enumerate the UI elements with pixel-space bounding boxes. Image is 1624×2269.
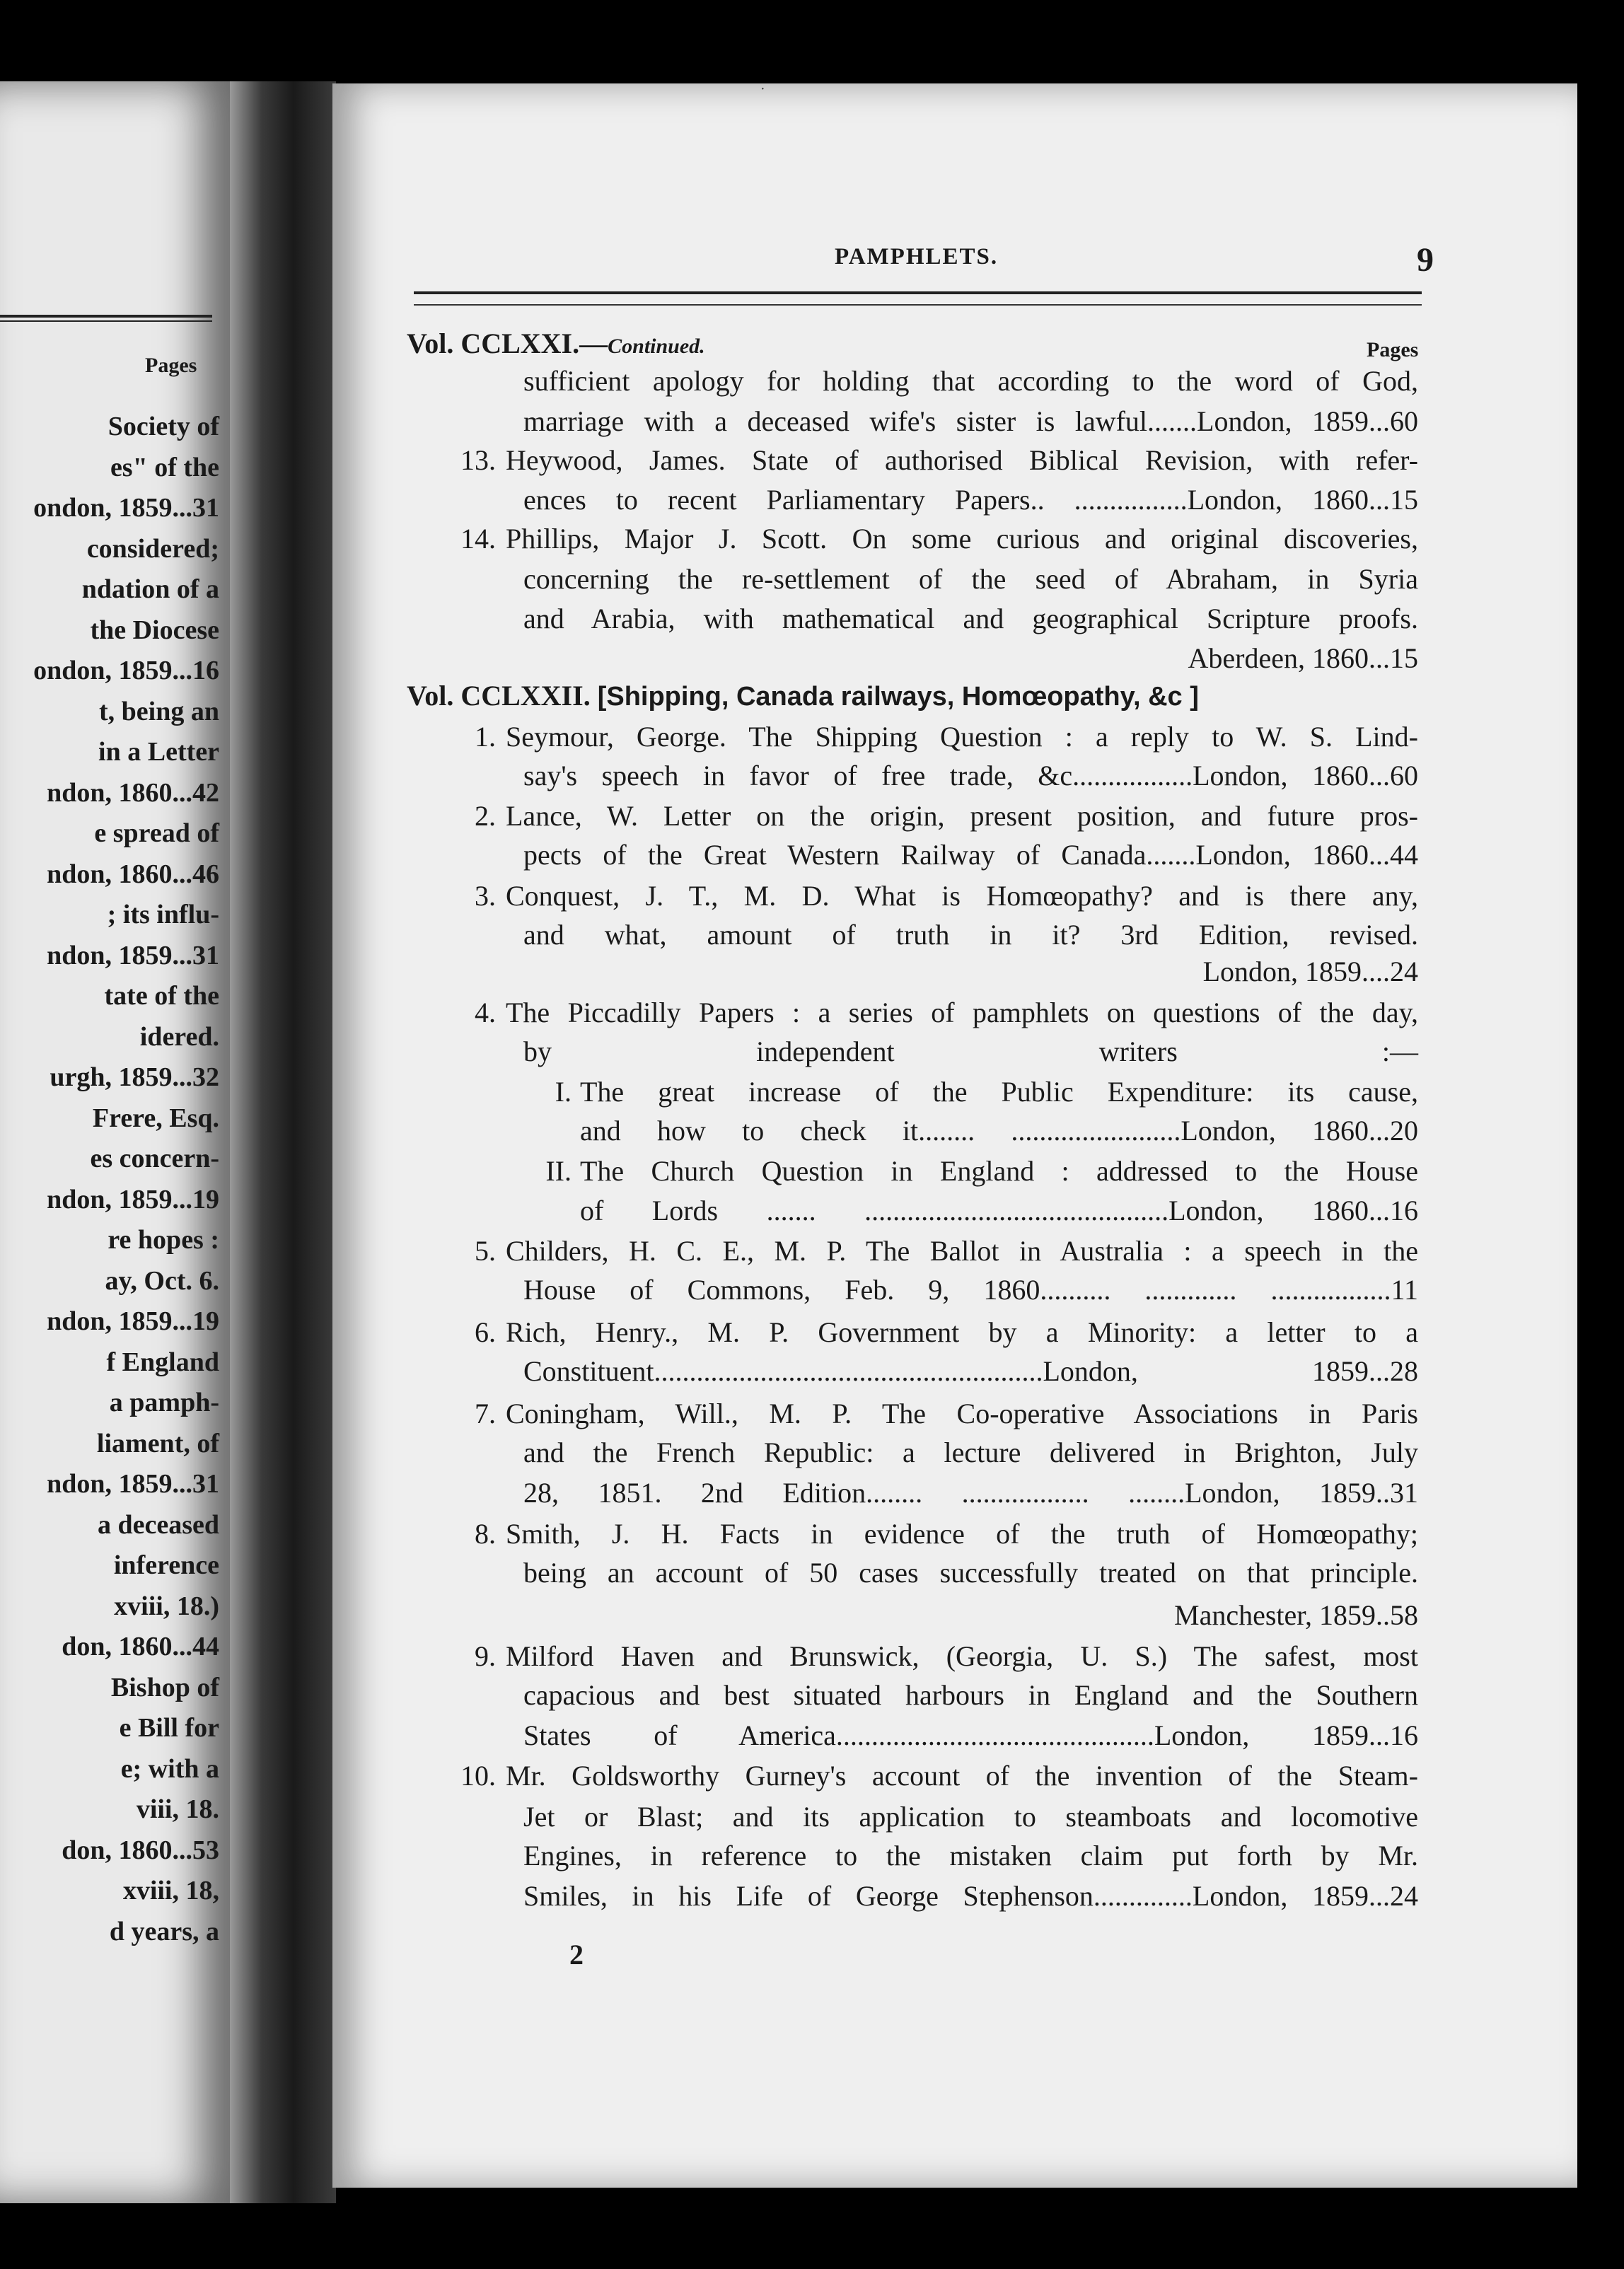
entry-text: Seymour, George. The Shipping Question : a reply to W. S. Lind- (506, 721, 1418, 753)
sub-entry-number: II. (545, 1155, 572, 1187)
left-fragment-line: a pamph- (109, 1388, 219, 1417)
left-fragment-line: e spread of (94, 818, 219, 848)
left-fragment-line: xviii, 18, (122, 1876, 219, 1905)
left-fragment-line: t, being an (99, 696, 219, 726)
entry-number: 13. (460, 444, 496, 476)
left-fragment-line: ndon, 1859...19 (47, 1306, 219, 1336)
entry-text: say's speech in favor of free trade, &c.................London, 1860...60 (523, 760, 1418, 791)
left-fragment-line: Frere, Esq. (92, 1103, 219, 1133)
entry-number: 10. (460, 1760, 496, 1792)
entry-text: The Church Question in England : addressed to the House (580, 1155, 1418, 1187)
left-fragment-line: idered. (139, 1021, 219, 1052)
left-fragment-line: ndon, 1859...31 (47, 940, 219, 970)
left-fragment-line: in a Letter (98, 737, 219, 767)
page-number: 9 (1417, 241, 1434, 279)
left-fragment-line: don, 1860...53 (62, 1835, 219, 1865)
left-fragment-line: considered; (86, 533, 219, 564)
header-rule (414, 291, 1422, 306)
entry-text: Milford Haven and Brunswick, (Georgia, U. S.) The safest, most (506, 1640, 1418, 1672)
entry-line (523, 1719, 1418, 1753)
entry-text: House of Commons, Feb. 9, 1860.......... ............. .................11 (523, 1274, 1418, 1306)
entry-text: Constituent.......................................................London, 1859...28 (523, 1355, 1418, 1387)
entry-line (523, 1556, 1418, 1590)
entry-number: 9. (475, 1640, 496, 1672)
entry-first-line (475, 1316, 1418, 1350)
entry-first-line (460, 443, 1418, 477)
continued-note: Continued. (608, 335, 705, 358)
entry-number: 6. (475, 1316, 496, 1348)
left-fragment-line: ; its influ- (107, 900, 219, 929)
volume-label: Vol. CCLXXII. (407, 680, 591, 712)
entry-text: Aberdeen, 1860...15 (1188, 642, 1418, 674)
left-fragment-line: liament, of (96, 1428, 219, 1458)
left-text-column (0, 407, 219, 1952)
left-header-rule (0, 315, 212, 322)
entry-text: ences to recent Parliamentary Papers.. ................London, 1860...15 (523, 484, 1418, 516)
left-fragment-line: es concern- (90, 1144, 219, 1173)
entry-first-line (460, 522, 1418, 556)
entry-line (523, 1273, 1418, 1307)
entry-line (545, 1154, 1418, 1188)
left-fragment-line: ndon, 1860...46 (47, 859, 219, 889)
left-fragment-line: ondon, 1859...31 (33, 493, 219, 523)
entry-line (555, 1075, 1418, 1109)
left-fragment-line: Society of (108, 412, 219, 441)
entry-line (523, 1035, 1418, 1069)
entry-line (523, 1678, 1418, 1712)
signature-mark: 2 (569, 1939, 584, 1971)
entry-line (523, 562, 1418, 596)
entry-line (523, 483, 1418, 517)
entry-text: Coningham, Will., M. P. The Co-operative Associations in Paris (506, 1398, 1418, 1429)
entry-line (580, 1114, 1418, 1148)
left-fragment-line: urgh, 1859...32 (50, 1062, 219, 1092)
left-fragment-line: re hopes : (108, 1225, 219, 1255)
left-fragment-line: inference (113, 1550, 219, 1580)
volume-label: Vol. CCLXXI.— (407, 327, 608, 359)
left-fragment-line: a deceased (97, 1509, 219, 1540)
entry-number: 4. (475, 997, 496, 1028)
left-fragment-line: es" of the (110, 452, 219, 482)
entry-line (1188, 642, 1418, 675)
volume-description: [Shipping, Canada railways, Homœopathy, &c ] (597, 682, 1199, 712)
left-fragment-line: ndon, 1860...42 (47, 777, 219, 808)
entry-first-line (475, 1397, 1418, 1431)
left-fragment-line: viii, 18. (136, 1794, 219, 1824)
entry-line (523, 405, 1418, 439)
entry-text: capacious and best situated harbours in England and the Southern (523, 1679, 1418, 1711)
entry-text: being an account of 50 cases successfully treated on that principle. (523, 1557, 1418, 1589)
running-title: PAMPHLETS. (835, 244, 999, 269)
left-fragment-line: ay, Oct. 6. (105, 1265, 219, 1296)
entry-text: and how to check it........ ........................London, 1860...20 (580, 1115, 1418, 1147)
volume-heading (407, 679, 1199, 714)
left-page-fragment (0, 81, 230, 2203)
entry-line (523, 1839, 1418, 1873)
entry-text: Childers, H. C. E., M. P. The Ballot in Australia : a speech in the (506, 1235, 1418, 1267)
left-fragment-line: Bishop of (110, 1672, 219, 1702)
entry-number: 3. (475, 880, 496, 912)
entry-text: States of America.............................................London, 1859...16 (523, 1719, 1418, 1751)
entry-text: and the French Republic: a lecture delivered in Brighton, July (523, 1437, 1418, 1468)
entry-text: The Piccadilly Papers : a series of pamphlets on questions of the day, (506, 997, 1418, 1028)
left-fragment-line: e Bill for (119, 1713, 219, 1743)
entry-number: 1. (475, 721, 496, 753)
entry-line (523, 1354, 1418, 1388)
entry-text: concerning the re-settlement of the seed of Abraham, in Syria (523, 563, 1418, 595)
entry-text: and what, amount of truth in it? 3rd Edition, revised. (523, 919, 1418, 951)
entry-first-line (475, 996, 1418, 1030)
entry-first-line (475, 1234, 1418, 1268)
entry-number: 5. (475, 1235, 496, 1267)
left-fragment-line: xviii, 18.) (114, 1591, 219, 1621)
entry-text: Manchester, 1859..58 (1174, 1599, 1418, 1631)
pages-column-label: Pages (1367, 338, 1419, 361)
entry-line (523, 1436, 1418, 1470)
entry-line (523, 602, 1418, 636)
left-fragment-line: ndation of a (81, 574, 219, 604)
entry-text: London, 1859....24 (1202, 956, 1418, 987)
left-fragment-line: ndon, 1859...31 (47, 1469, 219, 1499)
entry-first-line (475, 1517, 1418, 1551)
entry-text: Smiles, in his Life of George Stephenson..............London, 1859...24 (523, 1880, 1418, 1912)
entry-text: Rich, Henry., M. P. Government by a Minority: a letter to a (506, 1316, 1418, 1348)
entry-first-line (475, 799, 1418, 833)
left-fragment-line: tate of the (104, 981, 219, 1011)
entry-text: by independent writers :— (523, 1035, 1418, 1067)
entry-text: The great increase of the Public Expenditure: its cause, (580, 1076, 1418, 1108)
entry-number: 14. (460, 523, 496, 555)
left-fragment-line: ondon, 1859...16 (33, 656, 219, 685)
left-fragment-line: d years, a (109, 1916, 219, 1946)
sub-entry-number: I. (555, 1076, 572, 1108)
entry-text: Lance, W. Letter on the origin, present position, and future pros- (506, 800, 1418, 832)
entry-line (523, 364, 1418, 398)
entry-text: and Arabia, with mathematical and geographical Scripture proofs. (523, 603, 1418, 634)
entry-line (523, 1800, 1418, 1834)
entry-text: Smith, J. H. Facts in evidence of the truth of Homœopathy; (506, 1518, 1418, 1550)
entry-line (1203, 955, 1418, 989)
volume-heading (407, 327, 705, 364)
left-fragment-line: e; with a (120, 1753, 219, 1784)
left-fragment-line: ndon, 1859...19 (47, 1184, 219, 1214)
entry-text: Jet or Blast; and its application to steamboats and locomotive (523, 1801, 1418, 1833)
entry-first-line (475, 879, 1418, 913)
entry-first-line (475, 720, 1418, 754)
entry-line (523, 918, 1418, 952)
entry-text: of Lords ....... ...........................................London, 1860...16 (580, 1195, 1418, 1226)
book-gutter (230, 81, 336, 2203)
entry-first-line (475, 1640, 1418, 1673)
entry-text: Heywood, James. State of authorised Biblical Revision, with refer- (506, 444, 1418, 476)
left-fragment-line: f England (106, 1347, 219, 1377)
entry-number: 7. (475, 1398, 496, 1429)
entry-text: marriage with a deceased wife's sister is lawful.......London, 1859...60 (523, 405, 1418, 437)
entry-text: pects of the Great Western Railway of Canada.......London, 1860...44 (523, 839, 1418, 871)
entry-number: 2. (475, 800, 496, 832)
entry-text: Mr. Goldsworthy Gurney's account of the invention of the Steam- (506, 1760, 1418, 1792)
entry-text: Phillips, Major J. Scott. On some curious and original discoveries, (506, 523, 1418, 555)
entry-text: Engines, in reference to the mistaken claim put forth by Mr. (523, 1840, 1418, 1872)
entry-text: sufficient apology for holding that according to the word of God, (523, 365, 1418, 397)
entry-text: 28, 1851. 2nd Edition........ .................. ........London, 1859..31 (523, 1477, 1418, 1509)
entry-line (523, 1476, 1418, 1510)
entry-line (523, 1879, 1418, 1913)
left-fragment-line: the Diocese (90, 615, 219, 645)
entry-first-line (460, 1759, 1418, 1793)
entry-text: Conquest, J. T., M. D. What is Homœopathy? and is there any, (506, 880, 1418, 912)
entry-line (523, 838, 1418, 872)
entry-line (580, 1194, 1418, 1228)
page-mark: · (760, 81, 765, 97)
left-fragment-line: don, 1860...44 (62, 1632, 219, 1661)
entry-line (1174, 1598, 1418, 1632)
entry-line (523, 759, 1418, 793)
entry-number: 8. (475, 1518, 496, 1550)
left-pages-label: Pages (145, 354, 197, 377)
